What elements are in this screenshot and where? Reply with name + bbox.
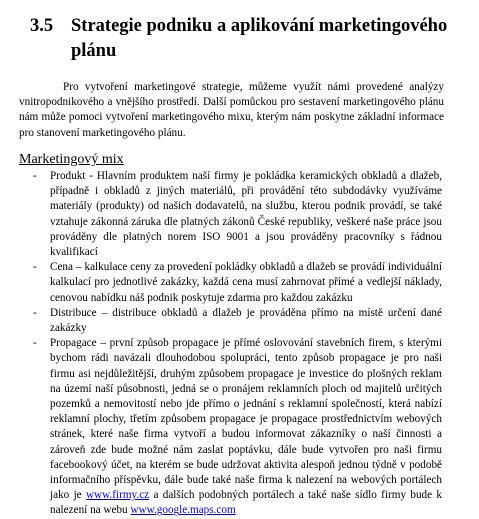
marketing-mix-heading: Marketingový mix — [19, 152, 124, 167]
list-item-distribution — [0, 306, 442, 336]
list-item-product — [0, 169, 442, 260]
list-item-promotion — [0, 336, 442, 518]
list-dash: - — [33, 306, 37, 319]
list-item-text: Distribuce – distribuce obkladů a dlažeb je prováděna přímo na místě určení dané zakázky — [50, 306, 442, 335]
google-maps-link[interactable]: www.google.maps.com — [130, 504, 236, 517]
list-item-price — [0, 260, 442, 306]
section-number: 3.5 — [30, 16, 54, 36]
list-item-text: a dalších podobných portálech a také naše sídlo firmy bude k nalezení na webu — [50, 489, 442, 517]
section-title-line1: Strategie podniku a aplikování marketingového — [71, 16, 448, 36]
list-dash: - — [33, 170, 37, 182]
list-dash: - — [33, 261, 37, 274]
section-heading — [30, 14, 470, 64]
marketing-mix-list — [0, 169, 479, 519]
list-item-text: Cena – kalkulace ceny za provedení pokládky obkladů a dlažeb se provádí individuální kalkulací pro jednotlivé zakázky, každá cena musí zahrnovat přímé a vedlejší náklady, cenovou nabídku náš podnik poskytuje zdarma pro každou zakázku — [50, 261, 442, 304]
intro-paragraph: Pro vytvoření marketingové strategie, můžeme využít námi provedené analýzy vnitropodnikového a vnějšího prostředí. Další pomůckou pro sestavení marketingového plánu nám může pomoci vytvoření marketingového mixu, kterým nám poskytne základní informace pro stanovení marketingového plánu. — [19, 81, 444, 139]
firmy-link[interactable]: www.firmy.cz — [85, 489, 150, 502]
list-item-text: Propagace – první způsob propagace je přímé oslovování stavebních firem, s kterými bychom rádi navázali dlouhodobou spolupráci, tento způsob propagace je pro naši firmu asi nejdůležitější, druhým způsobem propagace je investice do plošných reklam na území naší působnosti, jedná se o pronájem reklamních ploch od majitelů určitých pozemků a nemovitostí nebo jde přímo o jednání s reklamní společností, která nabízí reklamní plochy, třetím způsobem propagace je propagace prostřednictvím webových stránek, které naše firma vytvoří a budou informovat zákazníky o naší činnosti a zároveň zde bude možné nám zaslat poptávku, dále bude vytvořen pro naši firmu facebookový účet, na kterém se bude udržovat aktivita alespoň jednou týdně v podobě informačního příspěvku, dále bude také naše firma k nalezení na webových portálech jako je — [50, 337, 442, 502]
list-item-text: Produkt - Hlavním produktem naší firmy je pokládka keramických obkladů a dlažeb, případně i obkladů z jiných materiálů, při provádění této subdodávky využíváme materiály (produkty) od našich dodavatelů, na službu, kterou podnik provádí, se také vztahuje zákonná záruka dle platných zákonů České republiky, veškeré naše práce jsou prováděny dle platných norem ISO 9001 a jsou prováděny pracovníky s řádnou kvalifikací — [50, 170, 442, 259]
section-title-line2: plánu — [71, 41, 117, 61]
list-dash: - — [33, 337, 37, 350]
